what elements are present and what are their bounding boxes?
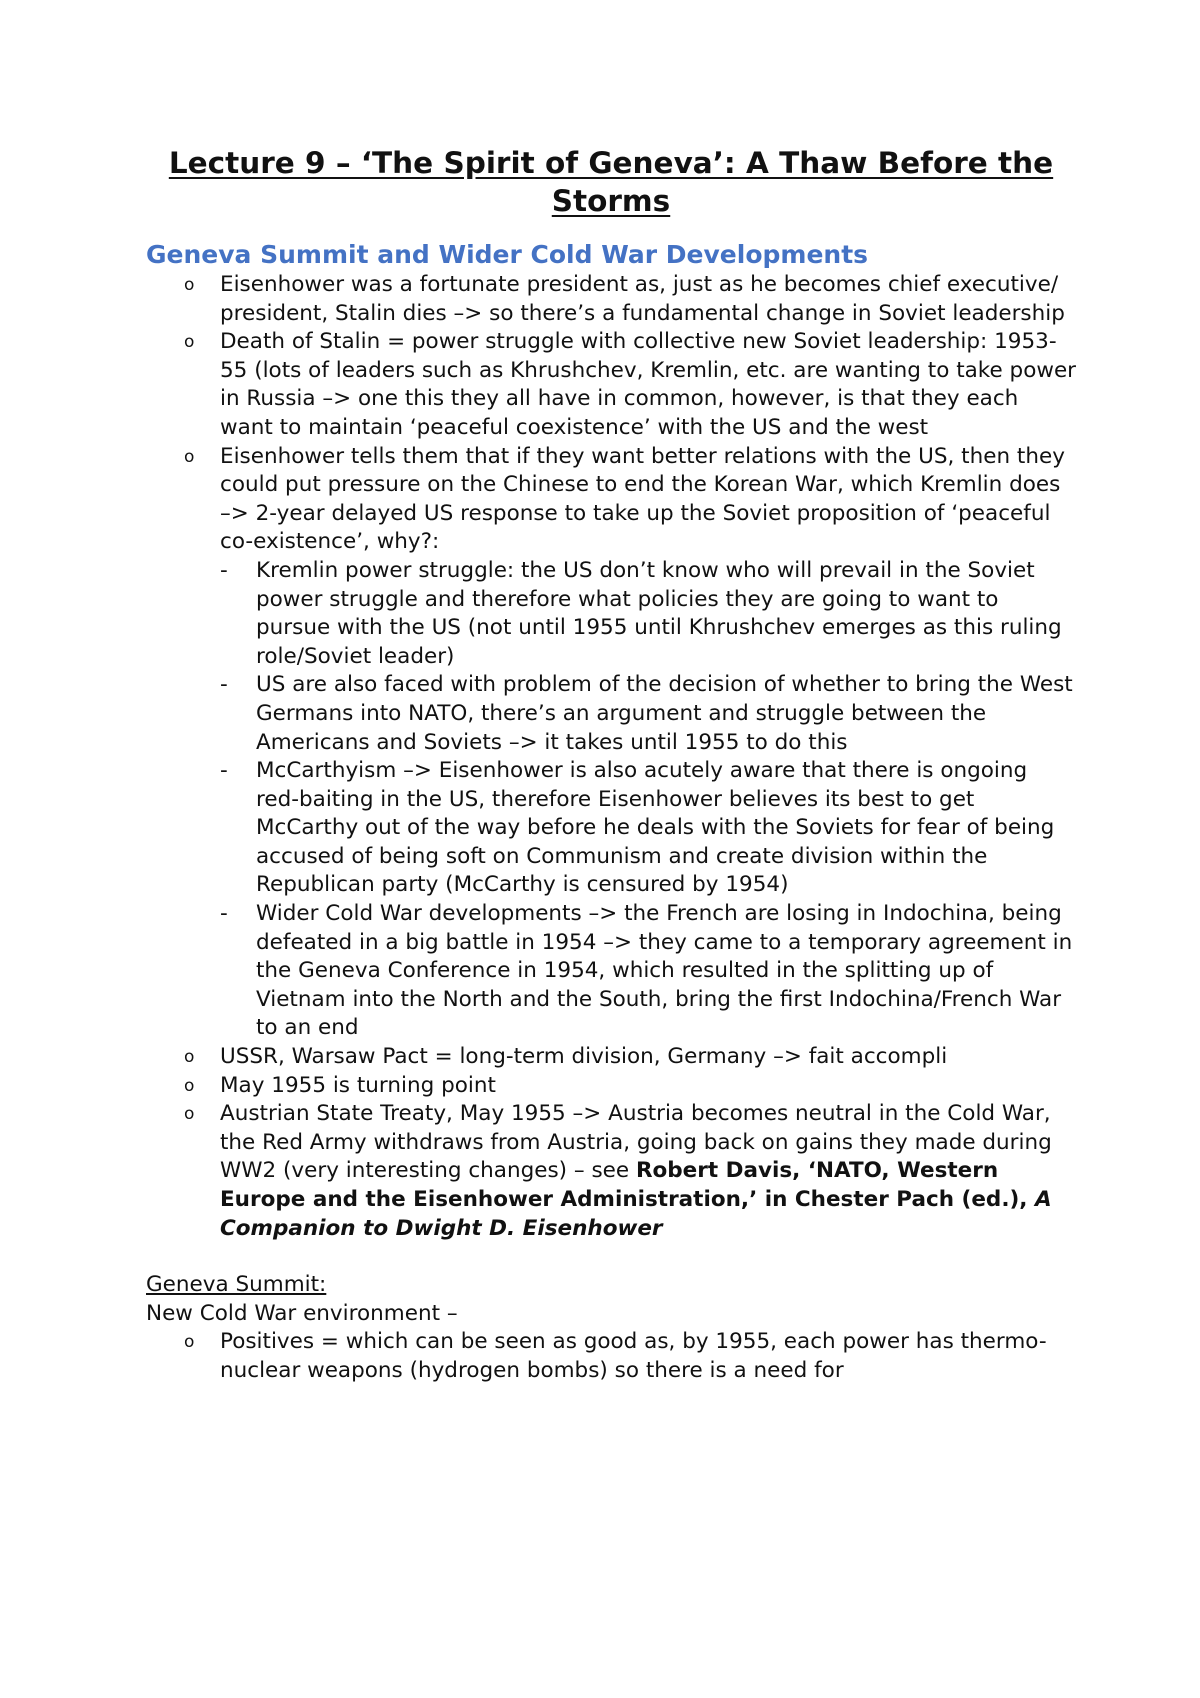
dash-marker: - (220, 672, 228, 698)
reference-citation: Robert Davis, ‘NATO, Western Europe and the Eisenhower Administration,’ in Chester Pach (ed.), (220, 1158, 1035, 1212)
list-item-text: Positives = which can be seen as good as, by 1955, each power has thermo-nuclear weapons (hydrogen bombs) so there is a need for (220, 1329, 1047, 1383)
sub-list-item-text: Wider Cold War developments –> the French are losing in Indochina, being defeated in a big battle in 1954 –> they came to a temporary agreement in the Geneva Conference in 1954, which resulted in the splitting up of Vietnam into the North and the South, bring the first Indochina/French War to an end (256, 901, 1073, 1041)
paragraph-spacer (146, 1243, 1076, 1271)
list-item (146, 1072, 1076, 1101)
bullet-marker: o (184, 1075, 195, 1096)
sub-list-item-text: Kremlin power struggle: the US don’t know who will prevail in the Soviet power struggle and therefore what policies they are going to want to pursue with the US (not until 1955 until Khrushchev emerges as this ruling role/Soviet leader) (256, 557, 1062, 669)
subsection-label: Geneva Summit: (146, 1272, 327, 1298)
dash-marker: - (220, 758, 228, 784)
bullet-list (146, 271, 1076, 1243)
paragraph-line: New Cold War environment – (146, 1300, 458, 1326)
list-item-text: Eisenhower was a fortunate president as, just as he becomes chief executive/ president, Stalin dies –> so there’s a fundamental change in Soviet leadership (220, 272, 1065, 326)
list-item-text: Death of Stalin = power struggle with collective new Soviet leadership: 1953-55 (lots of leaders such as Khrushchev, Kremlin, etc. are wanting to take power in Russia –> one this they all have in common, however, is that they each want to maintain ‘peaceful coexistence’ with the US and the west (220, 329, 1077, 440)
bullet-marker: o (184, 332, 195, 353)
document-page (146, 144, 1076, 1386)
sub-list-item-text: US are also faced with problem of the decision of whether to bring the West Germans into NATO, there’s an argument and struggle between the Americans and Soviets –> it takes until 1955 to do this (256, 672, 1073, 755)
bullet-marker: o (184, 1104, 195, 1125)
bullet-list (146, 1328, 1076, 1385)
bullet-marker: o (184, 446, 195, 467)
list-item (146, 1328, 1076, 1385)
list-item (146, 1043, 1076, 1072)
list-item-text: May 1955 is turning point (220, 1072, 496, 1098)
sub-bullet-list (220, 557, 1076, 1043)
bullet-marker: o (184, 1332, 195, 1353)
list-item-text: Austrian State Treaty, May 1955 –> Austria becomes neutral in the Cold War, the Red Army withdraws from Austria, going back on gains they made during WW2 (very interesting changes) – see (220, 1101, 1052, 1184)
dash-marker: - (220, 901, 228, 927)
section-heading: Geneva Summit and Wider Cold War Developments (146, 240, 869, 269)
reference-book-title: A Companion to Dwight D. Eisenhower (220, 1187, 1052, 1241)
list-item (146, 328, 1076, 442)
sub-list-item (220, 900, 1076, 1043)
bullet-marker: o (184, 1047, 195, 1068)
dash-marker: - (220, 557, 228, 583)
list-item (146, 271, 1076, 328)
sub-list-item (220, 557, 1076, 671)
list-item-text: Eisenhower tells them that if they want better relations with the US, then they could put pressure on the Chinese to end the Korean War, which Kremlin does –> 2-year delayed US response to take up the Soviet proposition of ‘peaceful co-existence’, why?: (220, 443, 1065, 555)
list-item (146, 443, 1076, 1043)
page-title: Lecture 9 – ‘The Spirit of Geneva’: A Thaw Before the Storms (168, 146, 1054, 218)
list-item (146, 1100, 1076, 1243)
sub-list-item-text: McCarthyism –> Eisenhower is also acutely aware that there is ongoing red-baiting in the US, therefore Eisenhower believes its best to get McCarthy out of the way before he deals with the Soviets for fear of being accused of being soft on Communism and create division within the Republican party (McCarthy is censured by 1954) (256, 758, 1055, 898)
list-item-text: USSR, Warsaw Pact = long-term division, Germany –> fait accompli (220, 1044, 948, 1070)
sub-list-item (220, 671, 1076, 757)
bullet-marker: o (184, 275, 195, 295)
sub-list-item (220, 757, 1076, 900)
